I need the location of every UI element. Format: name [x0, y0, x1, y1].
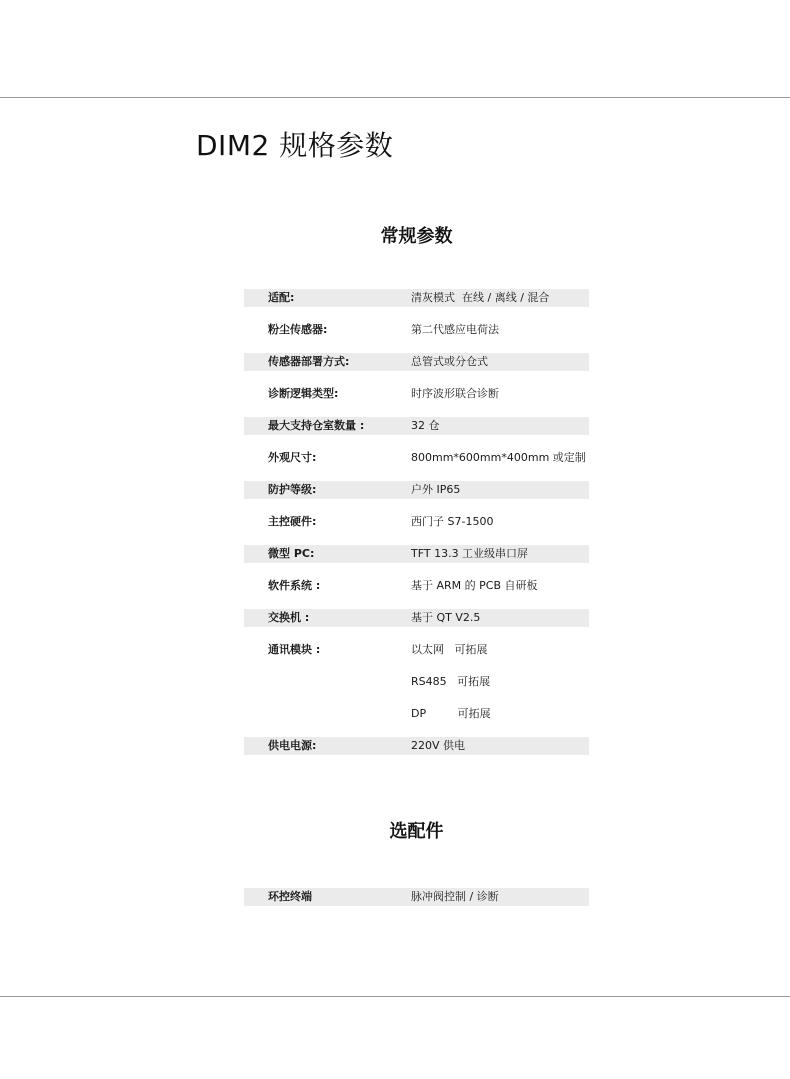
spec-label: 软件系统 :: [268, 579, 321, 592]
spec-label: 主控硬件:: [268, 515, 317, 528]
spec-value: 以太网 可拓展: [411, 643, 488, 656]
spec-value: 基于 QT V2.5: [411, 611, 481, 624]
spec-row-switch: [244, 609, 589, 641]
spec-row-comm-dp: [244, 705, 589, 737]
spec-label: 通讯模块 :: [268, 643, 321, 656]
spec-row-env-terminal: [244, 888, 589, 920]
spec-value: TFT 13.3 工业级串口屏: [411, 547, 529, 560]
spec-label: 传感器部署方式:: [268, 355, 350, 368]
spec-row-comm-rs485: [244, 673, 589, 705]
spec-row-software: [244, 577, 589, 609]
spec-row-adapt: [244, 289, 589, 321]
spec-label: 最大支持仓室数量 :: [268, 419, 365, 432]
section-title-general: 常规参数: [380, 226, 453, 247]
spec-row-micro-pc: [244, 545, 589, 577]
spec-row-diagnosis-logic: [244, 385, 589, 417]
spec-value: 800mm*600mm*400mm 或定制: [411, 451, 586, 464]
spec-label: 防护等级:: [268, 483, 317, 496]
spec-value: 清灰模式 在线 / 离线 / 混合: [411, 291, 550, 304]
spec-row-main-controller: [244, 513, 589, 545]
section-title-optional: 选配件: [389, 821, 444, 842]
spec-value: 总管式或分仓式: [411, 355, 488, 368]
top-divider: [0, 97, 790, 98]
spec-label: 外观尺寸:: [268, 451, 317, 464]
spec-row-power: [244, 737, 589, 769]
spec-label: 诊断逻辑类型:: [268, 387, 339, 400]
spec-label: 粉尘传感器:: [268, 323, 328, 336]
spec-value: 脉冲阀控制 / 诊断: [411, 890, 499, 903]
spec-table-general: [244, 289, 589, 769]
spec-value: 西门子 S7-1500: [411, 515, 494, 528]
spec-row-dimensions: [244, 449, 589, 481]
spec-value: DP 可拓展: [411, 707, 491, 720]
spec-row-comm-module: [244, 641, 589, 673]
spec-row-max-chambers: [244, 417, 589, 449]
spec-label: 环控终端: [268, 890, 312, 903]
spec-row-protection: [244, 481, 589, 513]
spec-value: 第二代感应电荷法: [411, 323, 499, 336]
spec-label: 交换机 :: [268, 611, 310, 624]
spec-table-optional: [244, 888, 589, 920]
spec-label: 适配:: [268, 291, 295, 304]
spec-value: 220V 供电: [411, 739, 466, 752]
spec-row-dust-sensor: [244, 321, 589, 353]
spec-row-sensor-deployment: [244, 353, 589, 385]
page-title: DIM2 规格参数: [196, 129, 394, 162]
spec-value: 32 仓: [411, 419, 440, 432]
spec-value: 时序波形联合诊断: [411, 387, 499, 400]
spec-label: 微型 PC:: [268, 547, 315, 560]
bottom-divider: [0, 996, 790, 997]
spec-value: 基于 ARM 的 PCB 自研板: [411, 579, 538, 592]
spec-value: RS485 可拓展: [411, 675, 491, 688]
spec-label: 供电电源:: [268, 739, 317, 752]
spec-value: 户外 IP65: [411, 483, 461, 496]
